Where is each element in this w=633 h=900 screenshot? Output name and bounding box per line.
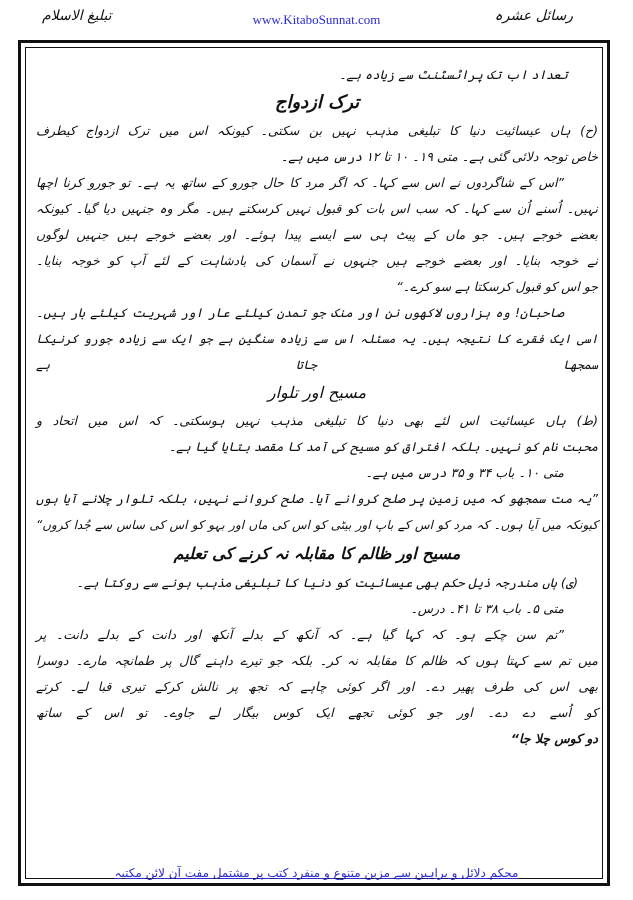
section-heading-masih-aur-talwar: مسیح اور تلوار	[267, 383, 367, 402]
text-line: متی ۱۰۔ باب ۳۴ و ۳۵ درس میں ہے۔	[365, 465, 564, 480]
text-line: (ی) ہاں مندرجہ ذیل حکم بھی عیسائیت کو دنیا کا تبلیغی مذہب ہونے سے روکتا ہے۔	[76, 575, 578, 590]
text-line: اسی ایک فقرے کا نتیجہ ہیں۔ یہ مسئلہ اس سے زیادہ سنگین ہے جو ایک سے زیادہ جورو کرنیکا سمجھا جاتا ہے	[36, 332, 598, 372]
text-line: جو اس کو قبول کرسکتا ہے سو کرے۔“	[396, 279, 598, 294]
text-line: دو کوس چلا جا“	[510, 731, 598, 746]
text-line: بعضے خوجے ہیں۔ جو ماں کے پیٹ ہی سے ایسے پیدا ہوئے۔ اور بعضے خوجے ہیں جنہیں لوگوں	[36, 227, 598, 242]
text-line: ”اس کے شاگردوں نے اس سے کہا۔ کہ اگر مرد کا حال جورو کے ساتھ یہ ہے۔ تو جورو کرنا اچھا	[36, 175, 564, 190]
book-title: رسائل عشرہ	[494, 8, 573, 24]
text-line: کو اُسے دے دے۔ اور جو کوئی تجھے ایک کوس بیگار لے جاوے۔ تو اس کے ساتھ	[36, 705, 598, 720]
text-line: (ط) ہاں عیسائیت اس لئے بھی دنیا کا تبلیغی مذہب نہیں ہوسکتی۔ کہ اس میں اتحاد و	[36, 413, 598, 428]
text-line: تعداد اب تک پراٹسٹنٹ سے زیادہ ہے۔	[339, 67, 568, 82]
text-line: (ح) ہاں عیسائیت دنیا کا تبلیغی مذہب نہیں بن سکتی۔ کیونکہ اس میں ترک ازدواج کیطرف	[36, 123, 598, 138]
series-title: تبلیغ الاسلام	[42, 8, 112, 24]
section-heading-tark-izdiwaj: ترک ازدواج	[274, 92, 360, 113]
text-line: صاحبان! وہ ہزاروں لاکھوں نن اور منک جو تمدن کیلئے عار اور شہریت کیلئے بار ہیں۔	[36, 305, 564, 320]
text-line: نے خوجہ بنایا۔ اور بعضے خوجے ہیں جنہوں نے آسمان کی بادشاہت کے لئے آپ کو خوجہ بنایا۔	[36, 253, 598, 268]
text-line: خاص توجہ دلائی گئی ہے۔ متی ۱۹۔ ۱۰ تا ۱۲ درس میں ہے۔	[280, 149, 598, 164]
text-line: بھی اس کی طرف پھیر دے۔ اور اگر کوئی چاہے کہ تجھ پر نالش کرکے تیری قبا لے۔ کرتے	[36, 679, 598, 694]
section-heading-zalim-ka-muqabla: مسیح اور ظالم کا مقابلہ نہ کرنے کی تعلیم	[173, 544, 461, 563]
text-line: ”تم سن چکے ہو۔ کہ کہا گیا ہے۔ کہ آنکھ کے بدلے آنکھ اور دانت کے بدلے دانت۔ پر	[36, 627, 564, 642]
text-line: متی ۵۔ باب ۳۸ تا ۴۱۔ درس۔	[410, 601, 564, 616]
text-line: میں تم سے کہتا ہوں کہ ظالم کا مقابلہ نہ کر۔ بلکہ جو تیرے داہنے گال پر طمانچہ مارے۔ دوسرا	[36, 653, 598, 668]
page-body	[36, 62, 598, 752]
text-line: محبت نام کو نہیں۔ بلکہ افتراق کو مسیح کی آمد کا مقصد بتایا گیا ہے۔	[168, 439, 598, 454]
footer-link[interactable]: محکم دلائل و براہین سے مزین متنوع و منفرد کتب پر مشتمل مفت آن لائن مکتبہ	[114, 866, 519, 880]
text-line: ”یہ مت سمجھو کہ میں زمین پر صلح کروانے آیا۔ صلح کروانے نہیں، بلکہ تلوار چلانے آیا ہوں	[36, 491, 598, 506]
website-url[interactable]: www.KitaboSunnat.com	[252, 12, 381, 27]
text-line: کیونکہ میں آیا ہوں۔ کہ مرد کو اس کے باپ اور بیٹی کو اس کی ماں اور بہو کو اس کی ساس سے جُدا کروں“	[36, 518, 598, 532]
text-line: نہیں۔ اُسنے اُن سے کہا۔ کہ سب اس بات کو قبول نہیں کرسکتے ہیں۔ مگر وہ جنہیں دیا گیا۔ کیونکہ	[36, 201, 598, 216]
